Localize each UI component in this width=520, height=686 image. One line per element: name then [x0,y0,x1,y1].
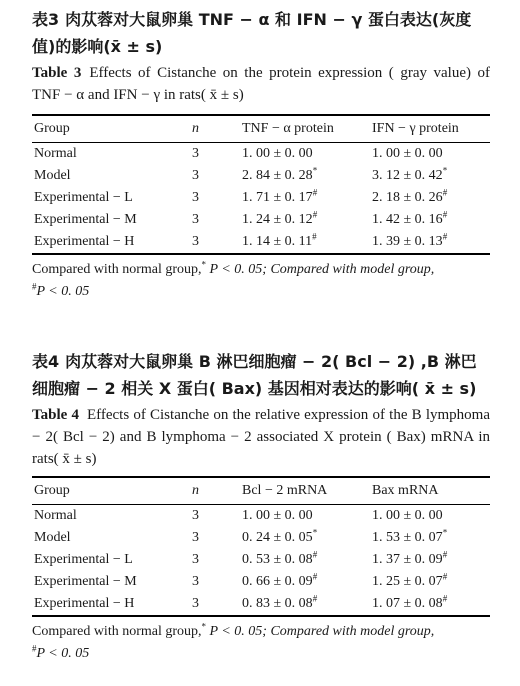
value1-cell-value: 0. 66 ± 0. 09 [242,574,313,589]
value2-cell [372,505,490,528]
table3-note-a: Compared with normal group, [32,262,202,277]
value2-cell-value: 1. 42 ± 0. 16 [372,212,443,227]
table3-body [32,143,490,255]
group-cell-value: Experimental − M [34,212,137,227]
significance-mark: # [442,231,448,242]
value1-cell-value: 0. 53 ± 0. 08 [242,552,313,567]
value2-cell-value: 2. 18 ± 0. 26 [372,190,443,205]
n-cell-value: 3 [192,574,199,589]
table3-header-group: Group [34,121,70,136]
group-cell-value: Normal [34,146,77,161]
significance-mark: # [442,549,448,560]
value1-cell [242,593,372,616]
table3-row [32,143,490,166]
value1-cell-value: 2. 84 ± 0. 28 [242,168,313,183]
significance-mark: # [312,593,318,604]
significance-mark: # [312,209,318,220]
significance-mark: # [312,571,318,582]
table3-note-p1: P < 0. 05; Compared with model group, [209,262,435,277]
group-cell-value: Experimental − L [34,552,133,567]
n-cell-value: 3 [192,190,199,205]
table3-en-caption [32,62,490,106]
table4-cn-title: 肉苁蓉对大鼠卵巢 B 淋巴细胞瘤 − 2( Bcl − 2) ,B 淋巴细胞瘤 − 2 相关 X 蛋白( Bax) 基因相对表达的影响( x̄ ± s) [32,352,477,398]
group-cell [32,187,192,209]
group-cell-value: Experimental − M [34,574,137,589]
group-cell [32,549,192,571]
group-cell [32,571,192,593]
table4-note-p1: P < 0. 05; Compared with model group, [209,624,435,639]
value2-cell-value: 3. 12 ± 0. 42 [372,168,443,183]
table4-note-star: * [201,621,207,632]
table3-en-label: Table 3 [32,65,82,81]
significance-mark: * [312,527,318,538]
table4-row [32,505,490,528]
n-cell [192,527,242,549]
group-cell [32,505,192,528]
value2-cell [372,165,490,187]
value1-cell-value: 0. 24 ± 0. 05 [242,530,313,545]
table4-note-hash: # [32,643,37,654]
table4-body [32,505,490,617]
significance-mark: # [442,593,448,604]
group-cell [32,165,192,187]
table4-note-p2: P < 0. 05 [36,646,90,661]
group-cell-value: Model [34,530,71,545]
value1-cell-value: 1. 00 ± 0. 00 [242,508,313,523]
table4-en-title: Effects of Cistanche on the relative expression of the B lymphoma − 2( Bcl − 2) and B lymphoma − 2 associated X protein ( Bax) mRNA in rats( x̄ ± s) [32,407,490,467]
value1-cell [242,505,372,528]
n-cell [192,143,242,166]
n-cell-value: 3 [192,596,199,611]
n-cell [192,549,242,571]
significance-mark: # [442,571,448,582]
group-cell [32,209,192,231]
value1-cell [242,165,372,187]
significance-mark: # [442,187,448,198]
table3-row [32,187,490,209]
table4-block [32,348,490,665]
n-cell-value: 3 [192,508,199,523]
value1-cell [242,527,372,549]
table3-note-p2: P < 0. 05 [36,284,90,299]
n-cell [192,231,242,254]
group-cell-value: Experimental − H [34,596,135,611]
table3-note [32,259,490,303]
value1-cell [242,209,372,231]
significance-mark: # [312,231,317,242]
value2-cell-value: 1. 25 ± 0. 07 [372,574,443,589]
table4-row [32,527,490,549]
value1-cell-value: 0. 83 ± 0. 08 [242,596,313,611]
table3-header-n: n [192,121,199,136]
table3-header-row [32,115,490,143]
table3-en-title: Effects of Cistanche on the protein expression ( gray value) of TNF − α and IFN − γ in rats( x̄ ± s) [32,65,491,103]
table4-note-a: Compared with normal group, [32,624,202,639]
value2-cell [372,209,490,231]
significance-mark: # [442,209,448,220]
table3 [32,114,490,255]
group-cell-value: Normal [34,508,77,523]
table4-header-group: Group [34,483,70,498]
value2-cell-value: 1. 07 ± 0. 08 [372,596,443,611]
table3-header-ifn: IFN − γ protein [372,121,459,136]
table3-cn-title: 肉苁蓉对大鼠卵巢 TNF − α 和 IFN − γ 蛋白表达(灰度值)的影响(x̄ ± s) [32,10,472,56]
group-cell [32,593,192,616]
table4-header-bcl2: Bcl − 2 mRNA [242,483,328,498]
value1-cell [242,231,372,254]
table4-cn-label: 表4 [32,352,60,371]
value2-cell [372,143,490,166]
n-cell-value: 3 [192,146,199,161]
significance-mark: * [442,527,448,538]
n-cell-value: 3 [192,530,199,545]
value2-cell-value: 1. 00 ± 0. 00 [372,508,443,523]
value2-cell [372,527,490,549]
table4-cn-caption [32,348,490,402]
group-cell [32,143,192,166]
table4-row [32,549,490,571]
table3-note-star: * [201,259,207,270]
value2-cell [372,187,490,209]
table3-row [32,209,490,231]
value2-cell [372,549,490,571]
table3-cn-caption [32,6,490,60]
n-cell-value: 3 [192,552,199,567]
table4-header-n: n [192,483,199,498]
value1-cell [242,187,372,209]
value2-cell [372,593,490,616]
value2-cell-value: 1. 53 ± 0. 07 [372,530,443,545]
value1-cell-value: 1. 71 ± 0. 17 [242,190,313,205]
group-cell [32,231,192,254]
n-cell [192,593,242,616]
value2-cell-value: 1. 37 ± 0. 09 [372,552,443,567]
group-cell-value: Experimental − H [34,234,135,249]
value1-cell [242,549,372,571]
group-cell-value: Model [34,168,71,183]
n-cell-value: 3 [192,212,199,227]
table3-cn-label: 表3 [32,10,60,29]
table4 [32,476,490,617]
value1-cell-value: 1. 14 ± 0. 11 [242,234,313,249]
significance-mark: # [312,549,318,560]
significance-mark: * [442,165,448,176]
table3-block [32,6,490,303]
value2-cell [372,231,490,254]
table4-header-row [32,477,490,505]
group-cell [32,527,192,549]
n-cell [192,209,242,231]
value2-cell-value: 1. 39 ± 0. 13 [372,234,443,249]
table3-note-hash: # [32,281,37,292]
table4-note [32,621,490,665]
table4-en-label: Table 4 [32,407,79,423]
group-cell-value: Experimental − L [34,190,133,205]
value2-cell-value: 1. 00 ± 0. 00 [372,146,443,161]
significance-mark: # [312,187,318,198]
n-cell [192,187,242,209]
table3-row [32,231,490,254]
value2-cell [372,571,490,593]
n-cell [192,165,242,187]
table3-header-tnf: TNF − α protein [242,121,334,136]
value1-cell-value: 1. 24 ± 0. 12 [242,212,313,227]
n-cell [192,505,242,528]
value1-cell [242,571,372,593]
table4-row [32,593,490,616]
significance-mark: * [312,165,318,176]
value1-cell-value: 1. 00 ± 0. 00 [242,146,313,161]
table3-row [32,165,490,187]
n-cell [192,571,242,593]
table4-en-caption [32,404,490,470]
value1-cell [242,143,372,166]
n-cell-value: 3 [192,168,199,183]
table4-row [32,571,490,593]
table4-header-bax: Bax mRNA [372,483,439,498]
n-cell-value: 3 [192,234,199,249]
